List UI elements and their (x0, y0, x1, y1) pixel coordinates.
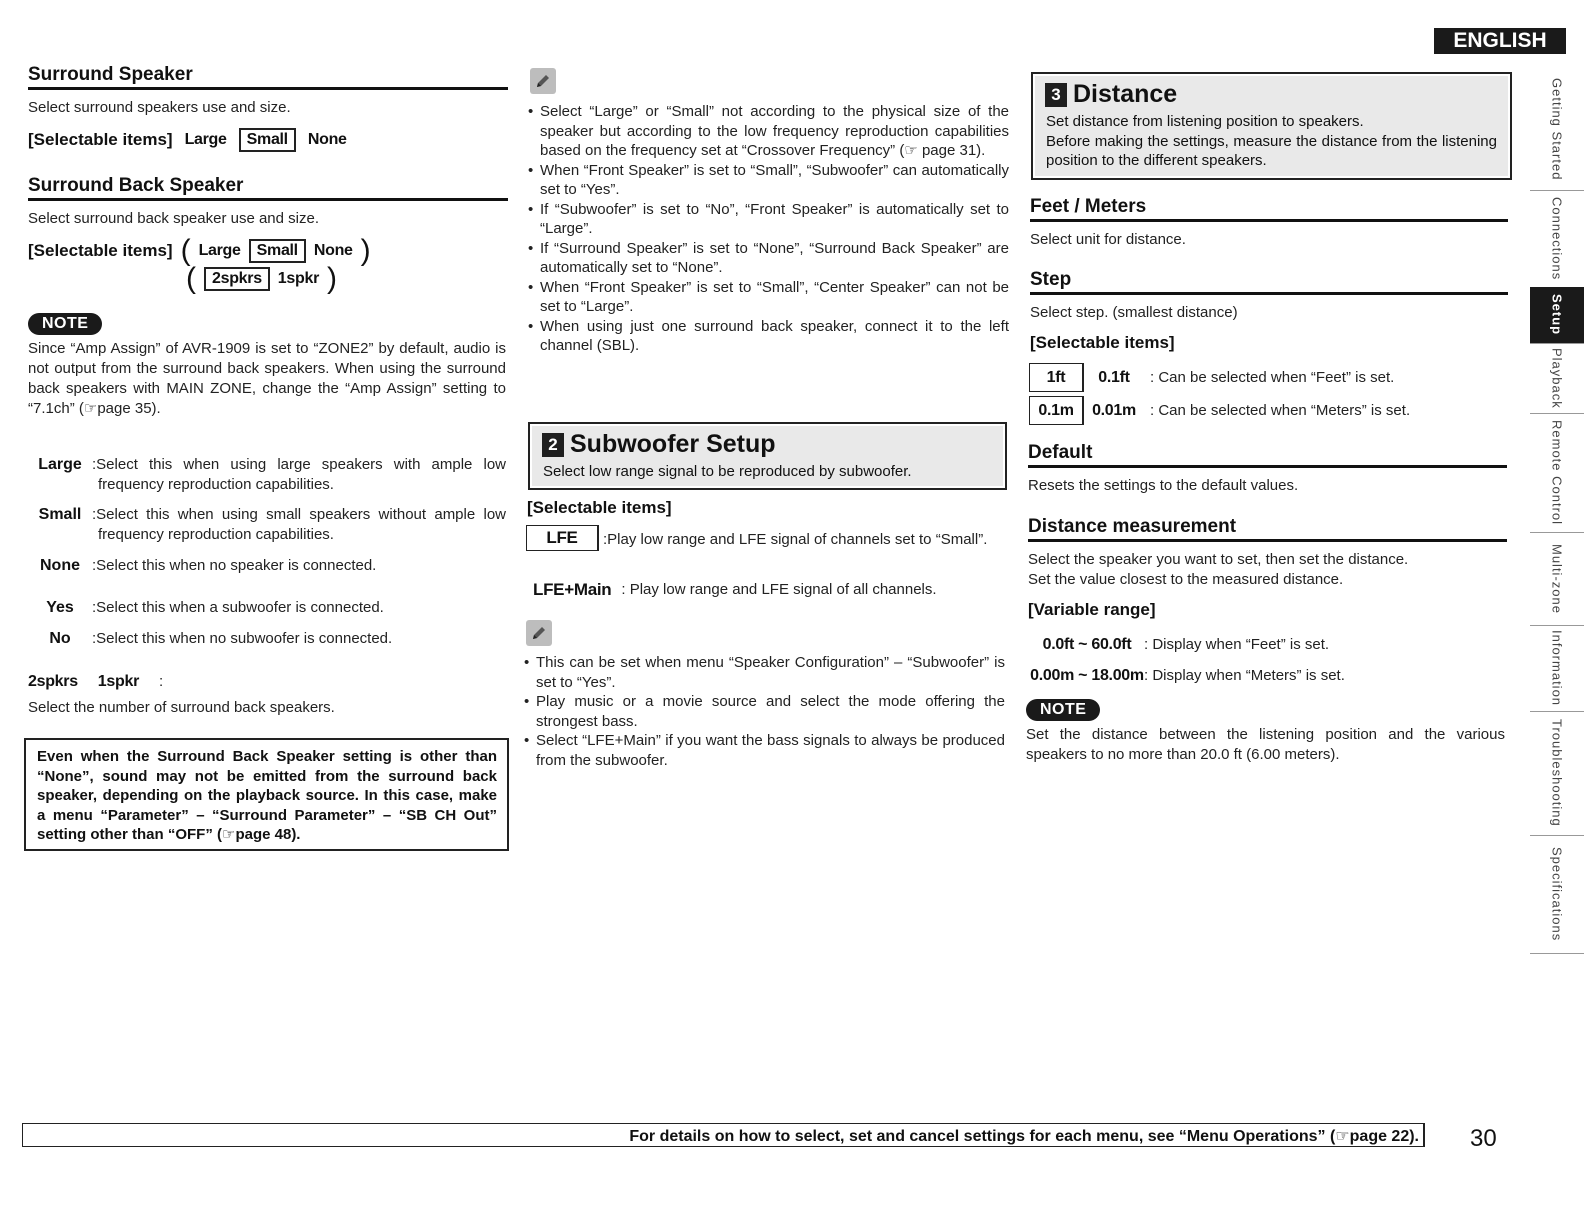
option-none: None (307, 131, 347, 148)
footer-text: For details on how to select, set and cancel settings for each menu, see “Menu Operations” (☞page 22). (629, 1128, 1419, 1145)
selectable-items-label: [Selectable items] (28, 130, 173, 149)
step-desc: Select step. (smallest distance) (1030, 304, 1238, 321)
distance-measurement-section (1028, 516, 1507, 620)
range-row: 0.0ft ~ 60.0ft : Display when “Feet” is set. (1042, 636, 1330, 653)
option-2spkrs-default: 2spkrs (204, 267, 270, 291)
selectable-items-label: [Selectable items] (1030, 333, 1175, 352)
list-item: • Select “LFE+Main” if you want the bass signals to always be produced from the subwoofer. (524, 731, 1005, 770)
distance-title: Distance (1073, 80, 1178, 108)
term-2spkrs: 2spkrs (28, 673, 78, 690)
default-section (1028, 442, 1507, 496)
selectable-items-label: [Selectable items] (527, 498, 672, 517)
surround-speaker-section (28, 64, 508, 152)
feet-meters-title: Feet / Meters (1030, 196, 1508, 222)
side-tab-getting-started[interactable]: Getting Started (1530, 68, 1584, 191)
section-number-badge: 2 (542, 433, 564, 457)
subwoofer-setup-header (528, 422, 1007, 490)
surround-back-items-row2: ( 2spkrs 1spkr ) (186, 262, 337, 295)
term-1spkr: 1spkr (97, 673, 139, 690)
step-option-row: 0.1m 0.01m : Can be selected when “Meters” is set. (1029, 395, 1507, 426)
distance-measurement-title: Distance measurement (1028, 516, 1507, 542)
step-title: Step (1030, 269, 1508, 295)
section-number-badge: 3 (1045, 83, 1067, 107)
definition-row: No :Select this when no subwoofer is connected. (49, 630, 393, 647)
option-none: None (313, 242, 353, 259)
side-tab-specifications[interactable]: Specifications (1530, 835, 1584, 954)
warning-text: Even when the Surround Back Speaker setting is other than “None”, sound may not be emitted from the surround back speaker, depending on the playback source. In this case, make a menu “Parameter” – “Surround Parameter” – “SB CH Out” setting other than “OFF” (☞page 48). (37, 748, 497, 843)
definition-row: Large :Select this when using large speakers with ample low frequency reproduction capabilities. (38, 456, 506, 493)
note-badge: NOTE (1026, 699, 1100, 721)
side-tab-information[interactable]: Information (1530, 625, 1584, 712)
variable-ranges (1030, 633, 1508, 688)
subwoofer-setup-title: Subwoofer Setup (570, 430, 776, 458)
lfe-row (526, 525, 1006, 551)
distance-note-block (1026, 699, 1505, 765)
step-option-row: 1ft 0.1ft : Can be selected when “Feet” is set. (1029, 362, 1507, 393)
default-title: Default (1028, 442, 1507, 468)
list-item: • When “Front Speaker” is set to “Small”, “Subwoofer” can automatically set to “Yes”. (528, 161, 1009, 200)
surround-speaker-title: Surround Speaker (28, 64, 508, 90)
side-tab-multi-zone[interactable]: Multi-zone (1530, 532, 1584, 626)
note-text: Since “Amp Assign” of AVR-1909 is set to “ZONE2” by default, audio is not output from the surround back speakers. When using the surround back speakers with MAIN ZONE, change the “Amp Assign” setting to “7.1ch” (☞page 35). (28, 340, 506, 417)
side-tab-setup[interactable]: Setup (1530, 287, 1584, 344)
list-item: • This can be set when menu “Speaker Configuration” – “Subwoofer” is set to “Yes”. (524, 653, 1005, 692)
step-section (1030, 269, 1508, 353)
surround-speaker-desc: Select surround speakers use and size. (28, 99, 291, 116)
speaker-count-desc: Select the number of surround back speakers. (28, 699, 335, 716)
range-row: 0.00m ~ 18.00m : Display when “Meters” is set. (1030, 667, 1345, 684)
lfe-desc: :Play low range and LFE signal of channels set to “Small”. (603, 531, 988, 548)
list-item: • Play music or a movie source and select the mode offering the strongest bass. (524, 692, 1005, 731)
lfe-main-term: LFE+Main (533, 580, 612, 599)
note-badge: NOTE (28, 313, 102, 335)
list-item: • If “Surround Speaker” is set to “None”, “Surround Back Speaker” are automatically set to “None”. (528, 239, 1009, 278)
definition-row: Small :Select this when using small speakers without ample low frequency reproduction capabilities. (38, 506, 506, 543)
page-number: 30 (1470, 1125, 1497, 1152)
feet-meters-section (1030, 196, 1508, 250)
pencil-icon (530, 68, 556, 94)
distance-header (1031, 72, 1512, 180)
step-options (1029, 362, 1507, 426)
side-tab-playback[interactable]: Playback (1530, 343, 1584, 414)
selectable-items-label: [Selectable items] (28, 241, 173, 260)
lfe-main-desc: : Play low range and LFE signal of all channels. (621, 581, 937, 598)
surround-back-desc: Select surround back speaker use and size. (28, 210, 319, 227)
language-tab: ENGLISH (1434, 28, 1566, 54)
definitions-list (28, 455, 506, 649)
variable-range-label: [Variable range] (1028, 600, 1156, 619)
option-small-default: Small (249, 239, 306, 263)
distance-note-text: Set the distance between the listening position and the various speakers to no more than 20.0 ft (6.00 meters). (1026, 726, 1505, 763)
warning-box (24, 738, 509, 851)
lfe-term-boxed: LFE (526, 525, 599, 551)
pencil-icon (526, 620, 552, 646)
option-small-default: Small (239, 128, 296, 152)
distance-measurement-desc: Select the speaker you want to set, then set the distance. Set the value closest to the measured distance. (1028, 551, 1409, 588)
list-item: • Select “Large” or “Small” not according to the physical size of the speaker but according to the low frequency reproduction capabilities based on the frequency set at “Crossover Frequency” (☞ page 31). (528, 102, 1009, 161)
subwoofer-setup-desc: Select low range signal to be reproduced by subwoofer. (543, 463, 912, 480)
surround-back-items-row1: [Selectable items] ( Large Small None ) (28, 234, 371, 267)
side-tab-troubleshooting[interactable]: Troubleshooting (1530, 711, 1584, 836)
lfe-main-row (533, 580, 937, 600)
hand-pointer-icon: ☞ (1335, 1128, 1350, 1145)
list-item: • If “Subwoofer” is set to “No”, “Front Speaker” is automatically set to “Large”. (528, 200, 1009, 239)
surround-back-speaker-section (28, 175, 508, 295)
speaker-notes-list (528, 102, 1009, 356)
speaker-count-block: 2spkrs 1spkr : Select the number of surround back speakers. (28, 672, 506, 718)
hand-pointer-icon: ☞ (222, 826, 236, 843)
subwoofer-notes-list (524, 653, 1005, 770)
distance-desc: Set distance from listening position to speakers. Before making the settings, measure the distance from the listening position to the different speakers. (1046, 113, 1497, 169)
option-1spkr: 1spkr (277, 270, 319, 287)
note-block (28, 313, 506, 419)
definition-row: Yes :Select this when a subwoofer is connected. (46, 599, 384, 616)
option-large: Large (184, 131, 227, 148)
surround-back-title: Surround Back Speaker (28, 175, 508, 201)
surround-selectable-items (28, 128, 508, 152)
list-item: • When using just one surround back speaker, connect it to the left channel (SBL). (528, 317, 1009, 356)
footer-box (22, 1123, 1425, 1147)
list-item: • When “Front Speaker” is set to “Small”, “Center Speaker” can not be set to “Large”. (528, 278, 1009, 317)
definition-row: None :Select this when no speaker is connected. (40, 557, 377, 574)
side-tab-connections[interactable]: Connections (1530, 190, 1584, 288)
feet-meters-desc: Select unit for distance. (1030, 231, 1186, 248)
side-tab-remote-control[interactable]: Remote Control (1530, 413, 1584, 533)
option-large: Large (198, 242, 241, 259)
default-desc: Resets the settings to the default values. (1028, 477, 1299, 494)
hand-pointer-icon: ☞ (83, 400, 98, 417)
